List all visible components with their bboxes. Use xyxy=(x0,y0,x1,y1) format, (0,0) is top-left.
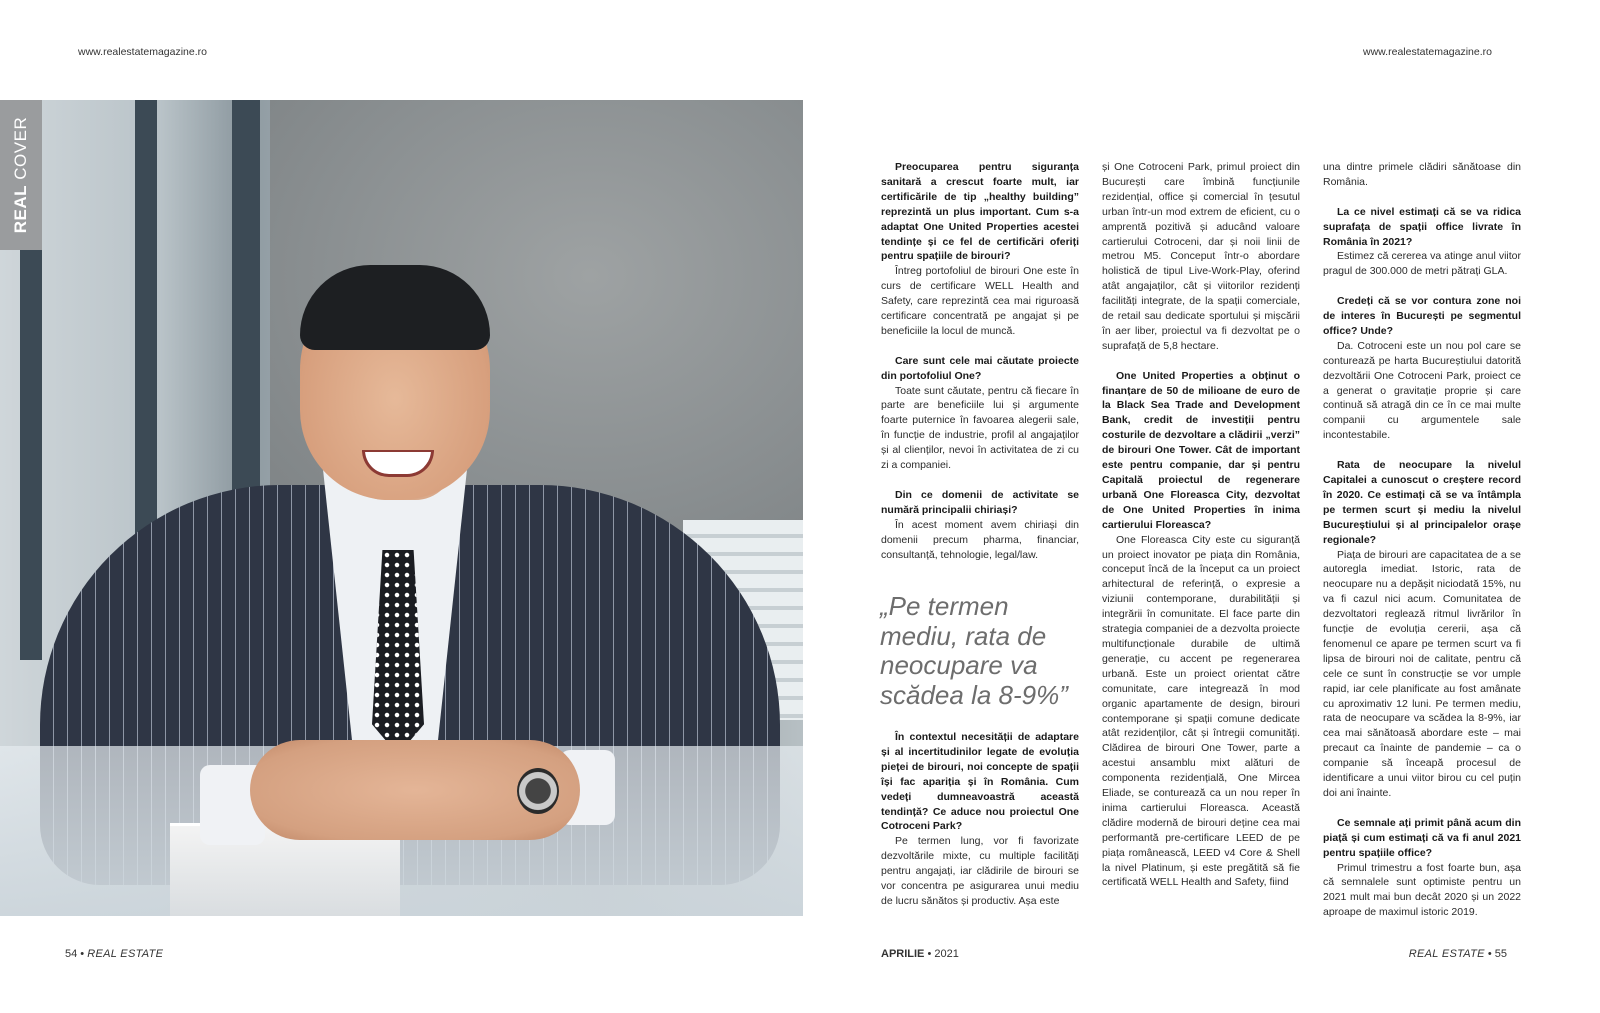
article-column-1-bottom xyxy=(881,730,1079,909)
question: Din ce domenii de activitate se numără principalii chiriași? xyxy=(881,488,1079,516)
answer: Întreg portofoliul de birouri One este în curs de certificare WELL Health and Safety, care reprezintă cea mai riguroasă certificare concentrată pe angajat și pe beneficiile la locul de muncă. xyxy=(881,265,1079,337)
question: La ce nivel estimați că se va ridica suprafața de spații office livrate în România în 2021? xyxy=(1323,205,1521,248)
answer: One Floreasca City este cu siguranță un proiect inovator pe piața din România, conceput încă de la început ca un proiect arhitectural de referință, o expresie a viziunii contemporane, durabilității și integrării în comunitate. El face parte din strategia companiei de a dezvolta proiecte multifuncționale durabile de ultimă generație, cu accent pe regenerarea urbană. Este un proiect orientat către comunitate, care integrează în mod organic apartamente de design, birouri contemporane și spații comune dedicate atât rezidenților, cât și întregii comunități. Clădirea de birouri One Tower, parte a acestui ansamblu mixt alături de componenta rezidențială, One Mircea Eliade, se conturează ca un nou reper în inima cartierului Floreasca. Această clădire modernă de birouri deține cea mai performantă pre-certificare LEED de pe piața românească, LEED v4 Core & Shell la nivel Platinum, și este pregătită să fie certificată WELL Health and Safety, fiind xyxy=(1102,533,1300,889)
answer: Pe termen lung, vor fi favorizate dezvoltările mixte, cu multiple facilități pentru angajați, iar clădirile de birouri se vor concentra pe asigurarea unui mediu de lucru sănătos și productiv. Așa este xyxy=(881,835,1079,907)
answer: Estimez că cererea va atinge anul viitor pragul de 300.000 de metri pătrați GLA. xyxy=(1323,250,1521,278)
footer-issue: APRILIE • 2021 xyxy=(881,948,959,960)
pull-quote: „Pe termen mediu, rata de neocupare va scădea la 8-9%” xyxy=(880,591,1068,710)
page-number-right: 55 xyxy=(1494,948,1507,960)
question: Preocuparea pentru siguranța sanitară a crescut foarte mult, iar certificările de tip „healthy building” reprezintă un plus important. Cum s-a adaptat One United Properties acestei tendințe și ce fel de certificări oferiți pentru spațiile de birouri? xyxy=(881,161,1079,263)
question: Care sunt cele mai căutate proiecte din portofoliul One? xyxy=(881,354,1079,382)
footer-right: REAL ESTATE • 55 xyxy=(1408,948,1507,960)
answer-continued: și One Cotroceni Park, primul proiect din București care îmbină funcțiunile rezidențial, office și comercial în țesutul urban într-un mod extrem de eficient, cu o amprentă pozitivă și aducând valoare cartierului Cotroceni, dar și noii linii de metrou M5. Conceput într-o abordare holistică de tipul Live-Work-Play, oferind atât angajaților, cât și viitorilor rezidenți facilități integrate, de la spații comerciale, de retail sau dedicate sportului și mișcării în aer liber, proiectul va fi dezvoltat pe o suprafață de 5,8 hectare. xyxy=(1102,161,1300,352)
answer: Piața de birouri are capacitatea de a se autoregla imediat. Istoric, rata de neocupare nu a depășit niciodată 15%, nu va fi cazul nici acum. Comunitatea de dezvoltatori reglează ritmul livrărilor în funcție de evoluția cererii, așa că fenomenul ce apare pe termen scurt va fi lipsa de birouri noi de calitate, pentru că cele ce sunt în construcție se vor umple rapid, iar cele planificate au fost amânate cu aproximativ 12 luni. Pe termen mediu, rata de neocupare va scădea la 8-9%, iar cea mai sănătoasă abordare este – mai precaut ca înainte de pandemie – ca o companie să înceapă procesul de identificare a unui viitor birou cu cel puțin doi ani înainte. xyxy=(1323,548,1521,800)
answer: În acest moment avem chiriași din domenii precum pharma, financiar, consultanță, tehnologie, legal/law. xyxy=(881,518,1079,561)
article-column-3 xyxy=(1323,160,1521,920)
page-number-left: 54 xyxy=(65,948,78,960)
magazine-brand-right: REAL ESTATE xyxy=(1408,948,1485,960)
website-url-right: www.realestatemagazine.ro xyxy=(1363,46,1492,58)
issue-year: 2021 xyxy=(934,948,959,960)
answer-continued: una dintre primele clădiri sănătoase din România. xyxy=(1323,161,1521,188)
question: Ce semnale ați primit până acum din piață și cum estimați că va fi anul 2021 pentru spațiile office? xyxy=(1323,816,1521,859)
question: În contextul necesității de adaptare și al incertitudinilor legate de evoluția pieței de birouri, noi concepte de spații își fac apariția și în România. Cum vedeți dumneavoastră această tendință? Ce aduce nou proiectul One Cotroceni Park? xyxy=(881,731,1079,833)
question: One United Properties a obținut o finanțare de 50 de milioane de euro de la Black Sea Trade and Development Bank, credit de investiții pentru costurile de dezvoltare a clădirii „verzi” de birouri One Tower. Cât de important este pentru companie, dar și pentru Capitală proiectul de regenerare urbană One Floreasca City, dezvoltat de One United Properties în inima cartierului Floreasca? xyxy=(1102,369,1300,531)
magazine-brand-left: REAL ESTATE xyxy=(87,948,164,960)
question: Credeți că se vor contura zone noi de interes în București pe segmentul office? Unde? xyxy=(1323,295,1521,337)
answer: Toate sunt căutate, pentru că fiecare în parte are beneficiile lui și argumente foarte puternice în favoarea alegerii sale, în funcție de industrie, profil al angajaților și al clienților, nevoi în activitatea de zi cu zi a companiei. xyxy=(881,384,1079,472)
website-url-left: www.realestatemagazine.ro xyxy=(78,46,207,58)
footer-left: 54 • REAL ESTATE xyxy=(65,948,164,960)
question: Rata de neocupare la nivelul Capitalei a cunoscut o creștere record în 2020. Ce estimați că se va întâmpla pe termen scurt și mediu la nivelul Bucureștiului și al principalelor orașe regionale? xyxy=(1323,459,1521,546)
article-column-1 xyxy=(881,160,1079,562)
cover-portrait-photo xyxy=(0,100,803,916)
answer: Da. Cotroceni este un nou pol care se conturează pe harta Bucureștiului datorită dezvoltării One Cotroceni Park, proiect ce a generat o gravitație proprie și care continuă să atragă din ce în ce mai multe companii cu argumentele sale incontestabile. xyxy=(1323,339,1521,442)
answer: Primul trimestru a fost foarte bun, așa că semnalele sunt optimiste pentru un 2021 mult mai bun decât 2020 și un 2022 aproape de maximul istoric 2019. xyxy=(1323,861,1521,919)
article-column-2 xyxy=(1102,160,1300,890)
section-tab-bold: REAL xyxy=(11,184,30,234)
section-tab xyxy=(0,100,42,250)
section-tab-light: COVER xyxy=(11,116,30,185)
issue-month: APRILIE xyxy=(881,948,925,960)
